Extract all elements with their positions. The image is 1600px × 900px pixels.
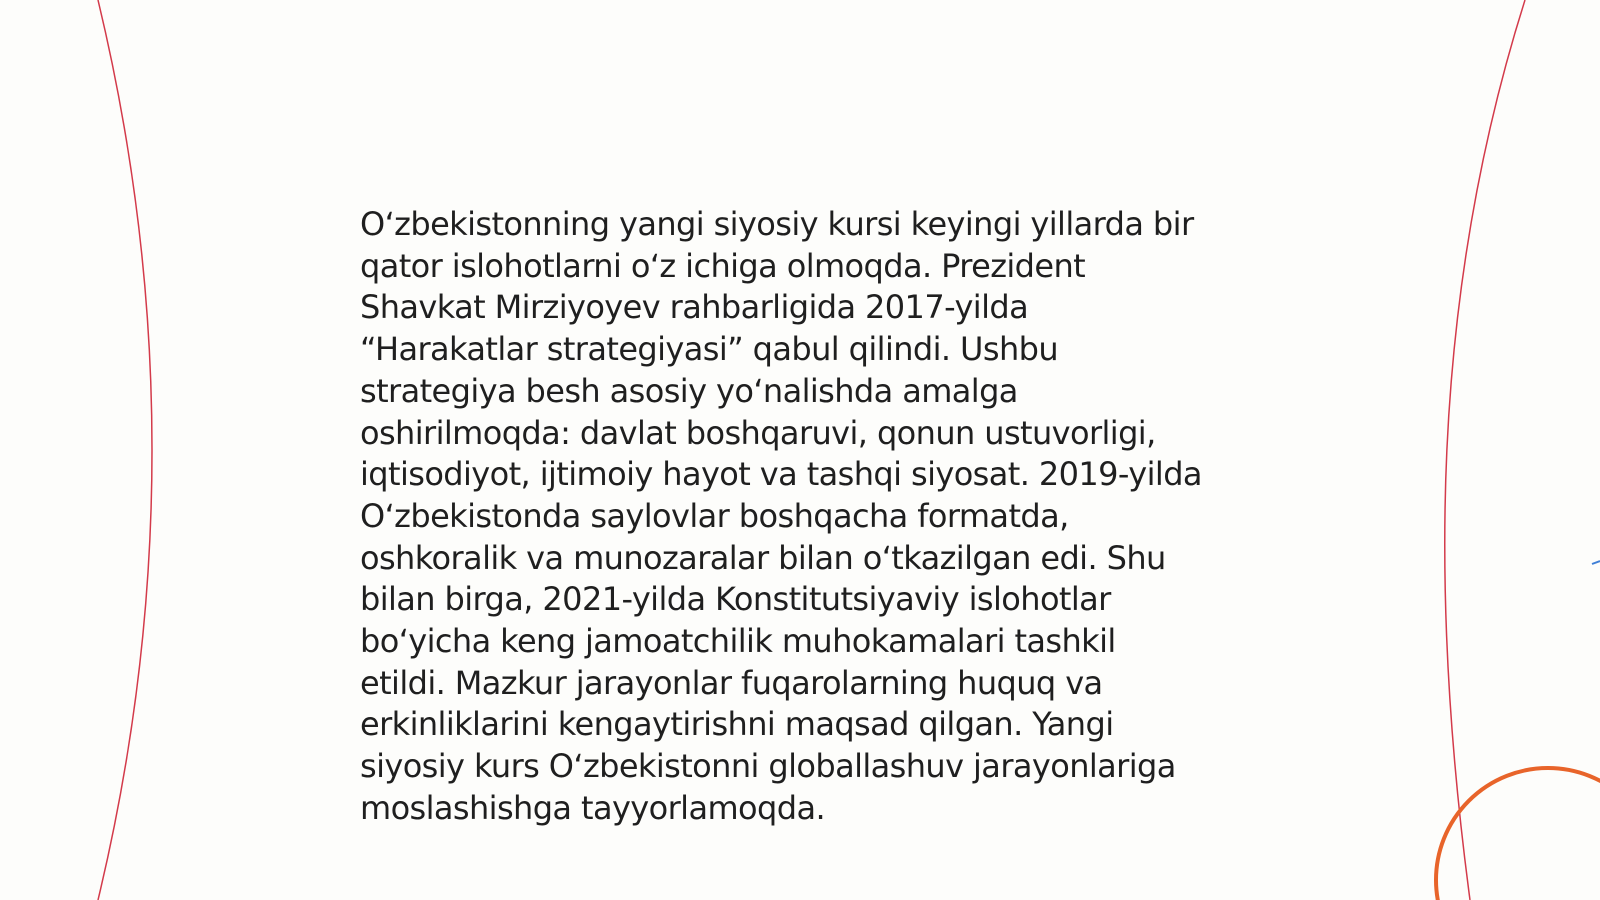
body-paragraph: O‘zbekistonning yangi siyosiy kursi keyingi yillarda bir qator islohotlarni o‘z ichiga olmoqda. Prezident Shavkat Mirziyoyev rahbarligida 2017-yilda “Harakatlar strategiyasi” qabul qilindi. Ushbu strategiya besh asosiy yo‘nalishda amalga oshirilmoqda: davlat boshqaruvi, qonun ustuvorligi, iqtisodiyot, ijtimoiy hayot va tashqi siyosat. 2019-yilda O‘zbekistonda saylovlar boshqacha formatda, oshkoralik va munozaralar bilan o‘tkazilgan edi. Shu bilan birga, 2021-yilda Konstitutsiyaviy islohotlar bo‘yicha keng jamoatchilik muhokamalari tashkil etildi. Mazkur jarayonlar fuqarolarning huquq va erkinliklarini kengaytirishni maqsad qilgan. Yangi siyosiy kurs O‘zbekistonni globallashuv jarayonlariga moslashishga tayyorlamoqda. (360, 205, 1202, 827)
left-arc-curve (98, 0, 152, 900)
right-arc-curve (1445, 0, 1525, 900)
blue-mark-shape (1592, 561, 1600, 564)
orange-ring-shape (1436, 768, 1600, 900)
